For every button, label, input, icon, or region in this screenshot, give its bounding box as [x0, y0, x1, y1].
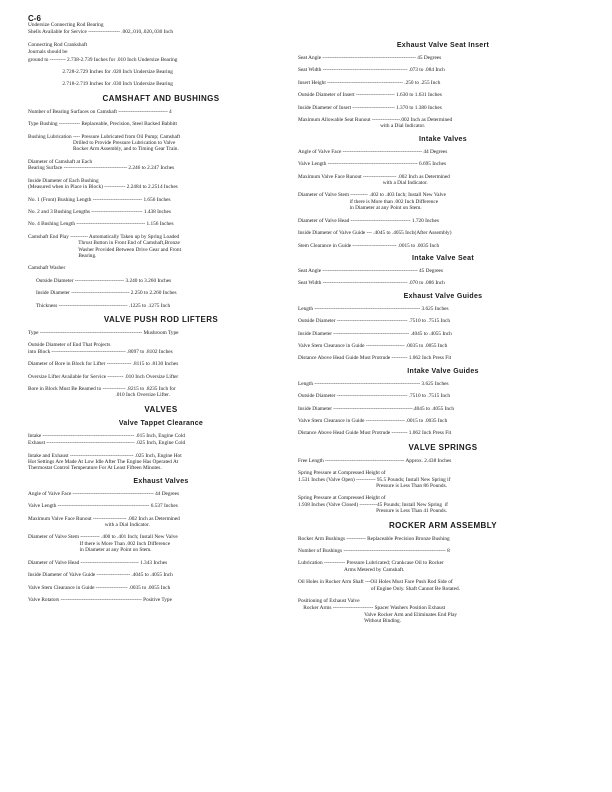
spec-line: Diameter of Bore in Block for Lifter -------------- .8115 to .8130 Inches [28, 361, 179, 368]
spec-line: No. 1 (Front) Bushing Length ---------------------------- 1.656 Inches [28, 196, 171, 203]
spec-line: Undersize Connecting Rod Bearing [28, 22, 104, 28]
spec-line: Journals should be [28, 49, 68, 56]
section-heading: VALVES [144, 404, 178, 414]
spec-line: Valve Stem Clearance in Guide ------------------ .0035 to .0055 Inch [28, 584, 171, 591]
spec-line: Inside Diameter of Insert ------------------------ 1.370 to 1.380 Inches [298, 104, 442, 111]
spec-line: Inside Diameter ------------------------------------------- .4045 to .4055 Inch [298, 330, 452, 337]
section-heading: Intake Valve Seat [412, 254, 474, 262]
spec-line: Diameter of Valve Stem ----------- .400 to .401 Inch; Install New Valve If there is More Than .002 Inch Difference in Diameter at any Point on Stem. [28, 534, 178, 554]
section-heading: CAMSHAFT AND BUSHINGS [102, 93, 220, 103]
spec-line: Intake ---------------------------------------------------- .015 Inch, Engine Cold [28, 432, 185, 439]
spec-line: Bushing Lubrication ---- Pressure Lubricated from Oil Pump; Camshaft Drilled to Provide Pressure Lubrication to Valve Rocker Arm Assembly, and to Timing Gear Train. [28, 133, 181, 153]
spec-line: Valve Rotators ---------------------------------------------- Positive Type [28, 596, 172, 603]
spec-line: Diameter of Camshaft at Each Bearing Surface ------------------------------------ 2.246 to 2.247 Inches [28, 158, 175, 172]
spec-line: Valve Length --------------------------------------------------- 6.695 Inches [298, 161, 447, 168]
spec-line: Bore in Block Must Be Reamed to ------------- .8215 to .8235 Inch for .010 Inch Oversize Lifter. [28, 386, 176, 399]
spec-line: Maximum Allowable Seat Runout ----------------.002 Inch as Determined with a Dial Indicator. [298, 117, 453, 130]
spec-line: Thickness --------------------------------------- .1225 to .1275 Inch [28, 302, 171, 309]
spec-line: Inside Diameter --------------------------------- 2.250 to 2.260 Inches [28, 290, 177, 297]
spec-line: 2.728-2.729 Inches for .020 Inch Undersize Bearing [28, 69, 173, 76]
spec-line: Distance Above Head Guide Must Protrude --------- 1.062 Inch Press Fit [298, 430, 452, 437]
spec-line: Seat Angle ----------------------------------------------------- 45 Degrees [298, 55, 442, 61]
spec-line: Diameter of Valve Head ---------------------------------- 1.720 Inches [298, 217, 439, 224]
spec-line: Number of Bushings ---------------------------------------------------------- 8 [298, 548, 450, 555]
spec-line: Seat Angle ------------------------------------------------------ 45 Degrees [298, 267, 443, 274]
spec-line: Connecting Rod Crankshaft [28, 41, 88, 48]
spec-line: Valve Length ---------------------------------------------------- 6.537 Inches [28, 503, 178, 510]
spec-line: No. 4 Bushing Length --------------------------------------- 1.156 Inches [28, 221, 174, 228]
spec-line: Inside Diameter of Each Bushing (Measured when in Place in Block) ------------ 2.2484 to 2.2514 Inches [28, 177, 178, 191]
spec-line: Lubrication ------------ Pressure Lubricated; Crankcase Oil to Rocker Arms Metered by Camshaft. [298, 560, 444, 573]
page-number: C-6 [28, 14, 41, 23]
spec-line: Length ------------------------------------------------------------ 3.625 Inches [298, 305, 449, 312]
spec-line: Angle of Valve Face --------------------------------------------- 44 Degrees [298, 148, 448, 155]
section-heading: VALVE SPRINGS [408, 442, 478, 452]
spec-line: Type ---------------------------------------------------------- Mushroom Type [28, 329, 179, 336]
spec-line: Oil Holes in Rocker Arm Shaft ---Oil Holes Must Face Push Rod Side of of Engine Only. Shaft Cannot Be Rotated. [298, 579, 460, 592]
spec-line: Intake and Exhaust ------------------------------------ .025 Inch, Engine Hot Hot Settings Are Made At Low Idle After The Engine Has Operated At Thermostat Control Temperature For At Least Fifteen Minutes. [28, 452, 182, 472]
spec-line: Spring Pressure at Compressed Height of 1.938 Inches (Valve Closed) ----------45 Pounds; Install New Spring if Pressure is Less Than 41 Pounds. [298, 495, 448, 515]
spec-line: Seat Width ------------------------------------------------ .070 to .086 Inch [298, 280, 445, 287]
spec-line: Positioning of Exhaust Valve [298, 598, 360, 605]
spec-line: Outside Diameter ---------------------------------------- .7510 to .7515 Inch [298, 318, 451, 325]
section-heading: Exhaust Valve Seat Insert [396, 42, 490, 49]
spec-line: ground to --------- 2.738-2.739 Inches for .010 Inch Undersize Bearing [28, 56, 178, 63]
spec-line: Number of Bearing Surfaces on Camshaft ---------------------------- 4 [28, 108, 172, 115]
spec-line: Valve Stem Clearance in Guide ---------------------- .0015 to .0035 Inch [298, 417, 448, 424]
spec-line: 2.718-2.719 Inches for .030 Inch Undersize Bearing [28, 81, 173, 88]
spec-line: Spring Pressure at Compressed Height of 1.531 Inches (Valve Open) ----------- 95.5 Pounds; Install New Spring if Pressure is Less Than 86 Pounds. [298, 470, 451, 489]
spec-line: Camshaft End Play ---------- Automatically Taken up by Spring Loaded Thrust Button in Front End of Camshaft,Bronze Washer Provided Between Drive Gear and Front Bearing. [28, 233, 182, 259]
spec-line: Insert Height ------------------------------------------- .250 to .255 Inch [298, 79, 441, 86]
spec-line: Valve Stem Clearance in Guide ---------------------- .0035 to .0055 Inch [298, 342, 448, 349]
spec-line: No. 2 and 3 Bushing Lengths ----------------------------- 1.438 Inches [28, 208, 171, 215]
spec-line: Angle of Valve Face ---------------------------------------------- 44 Degrees [28, 490, 180, 497]
left-column [28, 22, 294, 609]
spec-line: Outside Diameter of Insert ---------------------- 1.630 to 1.631 Inches [298, 92, 442, 99]
spec-line: Rocker Arms ----------------------- Spacer Washers Position Exhaust Valve Rocker Arm and Eliminates End Play Without Binding. [303, 605, 458, 625]
section-heading: VALVE PUSH ROD LIFTERS [103, 314, 219, 324]
spec-line: Free Length --------------------------------------------- Approx. 2.438 Inches [298, 457, 452, 464]
spec-line: Camshaft Washer [28, 265, 66, 272]
section-heading: Exhaust Valve Guides [403, 292, 483, 300]
section-heading: Intake Valves [419, 135, 467, 143]
spec-line: Diameter of Valve Stem ---------- .402 to .403 Inch; Install New Valve if there is More than .002 Inch Difference in Diameter at any Point on Stem. [298, 192, 446, 212]
spec-line: Outside Diameter ---------------------------- 3.240 to 3.260 Inches [28, 277, 172, 284]
spec-line: Inside Diameter of Valve Guide --- .4045 to .4055 Inch(After Assembly) [298, 230, 452, 237]
spec-line: Stem Clearance in Guide ------------------------- .0015 to .0035 Inch [298, 242, 440, 249]
spec-line: Exhaust -------------------------------------------------- .025 Inch, Engine Cold [28, 440, 186, 447]
spec-line: Maximum Valve Face Runout ------------------- .002 Inch as Determined with a Dial Indicator. [298, 173, 450, 187]
spec-line: Shells Available for Service ------------------ .002,.010,.020,.030 Inch [28, 29, 174, 36]
section-heading: ROCKER ARM ASSEMBLY [388, 520, 498, 530]
spec-line: Outside Diameter of End That Projects into Block ------------------------------------------ .8097 to .8102 Inches [28, 342, 173, 355]
section-heading: Exhaust Valves [133, 477, 189, 485]
spec-line: Type Bushing ------------ Replaceable, Precision, Steel Backed Babbitt [28, 121, 177, 128]
spec-line: Oversize Lifter Available for Service --------- .010 Inch Oversize Lifter [28, 373, 179, 380]
spec-line: Inside Diameter of Valve Guide ------------------- .4045 to .4055 Inch [28, 572, 173, 579]
right-column [298, 38, 588, 631]
spec-line: Maximum Valve Face Runout ------------------- .002 Inch as Determined with a Dial Indicator. [28, 515, 180, 529]
spec-line: Rocker Arm Bushings ----------- Replaceable Precision Bronze Bushing [298, 535, 450, 542]
section-heading: Intake Valve Guides [407, 367, 479, 375]
spec-line: Outside Diameter ---------------------------------------- .7510 to .7515 Inch [298, 393, 451, 400]
spec-line: Length ------------------------------------------------------------ 3.625 Inches [298, 380, 449, 387]
spec-line: Seat Width ------------------------------------------------ .073 to .084 Inch [298, 67, 445, 74]
section-heading: Valve Tappet Clearance [118, 419, 204, 427]
spec-line: Diameter of Valve Head --------------------------------- 1.343 Inches [28, 559, 168, 566]
spec-line: Distance Above Head Guide Must Protrude --------- 1.062 Inch Press Fit [298, 355, 452, 362]
spec-line: Inside Diameter ---------------------------------------------.4045 to .4055 Inch [298, 405, 455, 412]
